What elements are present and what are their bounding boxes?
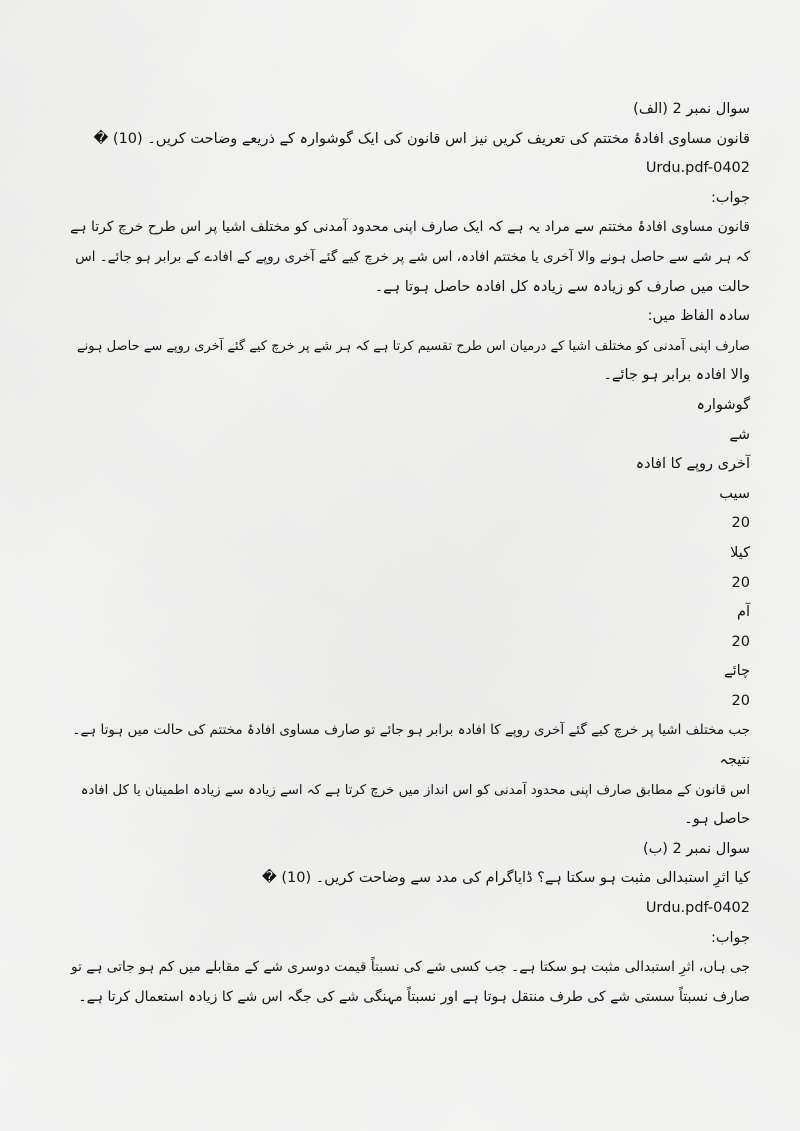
schedule-header-utility: آخری روپے کا افادہ xyxy=(635,456,750,473)
question-2b-text: کیا اثرِ استبدالی مثبت ہو سکتا ہے؟ ڈایاگرام کی مدد سے وضاحت کریں۔ (10) � xyxy=(261,870,750,887)
question-2a-heading: سوال نمبر 2 (الف) xyxy=(633,101,750,117)
answer-line: کہ ہر شے سے حاصل ہونے والا آخری یا مختتم افادہ، اس شے پر خرچ کیے گئے آخری روپے کے افادے کے برابر ہو جائے۔ اس xyxy=(75,248,750,265)
source-label: Urdu.pdf-0402 xyxy=(645,160,750,177)
answer-line: قانون مساوی افادۂ مختتم سے مراد یہ ہے کہ ایک صارف اپنی محدود آمدنی کو مختلف اشیا پر اس طرح خرچ کرتا ہے xyxy=(70,219,750,236)
answer-line: جی ہاں، اثرِ استبدالی مثبت ہو سکتا ہے۔ جب کسی شے کی نسبتاً قیمت دوسری شے کے مقابلے میں کم ہو جاتی ہے تو xyxy=(70,959,750,976)
schedule-item: آم xyxy=(736,604,750,621)
schedule-value: 20 xyxy=(731,633,750,650)
schedule-value: 20 xyxy=(731,692,750,709)
schedule-item: سیب xyxy=(719,485,750,502)
answer-line: صارف نسبتاً سستی شے کی طرف منتقل ہوتا ہے اور نسبتاً مہنگی شے کی جگہ اس شے کا زیادہ استعمال کرتا ہے۔ xyxy=(78,988,750,1005)
schedule-item: کیلا xyxy=(730,544,750,561)
simple-words-label: سادہ الفاظ میں: xyxy=(647,308,750,325)
schedule-header-item: شے xyxy=(729,426,750,443)
result-line: اس قانون کے مطابق صارف اپنی محدود آمدنی کو اس انداز میں خرچ کرتا ہے کہ اسے زیادہ سے زیادہ اطمینان یا کل افادہ xyxy=(80,782,750,798)
schedule-label: گوشوارہ xyxy=(696,396,750,413)
schedule-value: 20 xyxy=(731,515,750,532)
schedule-value: 20 xyxy=(731,574,750,591)
closing-line: جب مختلف اشیا پر خرچ کیے گئے آخری روپے کا افادہ برابر ہو جائے تو صارف مساوی افادۂ مختتم کی حالت میں ہوتا ہے۔ xyxy=(72,722,750,739)
simple-words-line: والا افادہ برابر ہو جائے۔ xyxy=(603,367,750,384)
schedule-item: چائے xyxy=(724,663,750,680)
question-2b-heading: سوال نمبر 2 (ب) xyxy=(642,840,750,857)
answer-line: حالت میں صارف کو زیادہ سے زیادہ کل افادہ حاصل ہوتا ہے۔ xyxy=(374,278,750,295)
simple-words-line: صارف اپنی آمدنی کو مختلف اشیا کے درمیان اس طرح تقسیم کرتا ہے کہ ہر شے پر خرچ کیے گئے آخری روپے سے حاصل ہونے xyxy=(76,338,750,354)
result-line: حاصل ہو۔ xyxy=(684,811,750,828)
source-label: Urdu.pdf-0402 xyxy=(645,900,750,917)
document-body xyxy=(70,95,750,1012)
result-label: نتیجہ xyxy=(719,752,750,769)
question-2a-text: قانون مساوی افادۂ مختتم کی تعریف کریں نیز اس قانون کی ایک گوشوارہ کے ذریعے وضاحت کریں۔ (10) � xyxy=(93,130,750,147)
answer-label: جواب: xyxy=(710,929,750,946)
answer-label: جواب: xyxy=(710,189,750,206)
